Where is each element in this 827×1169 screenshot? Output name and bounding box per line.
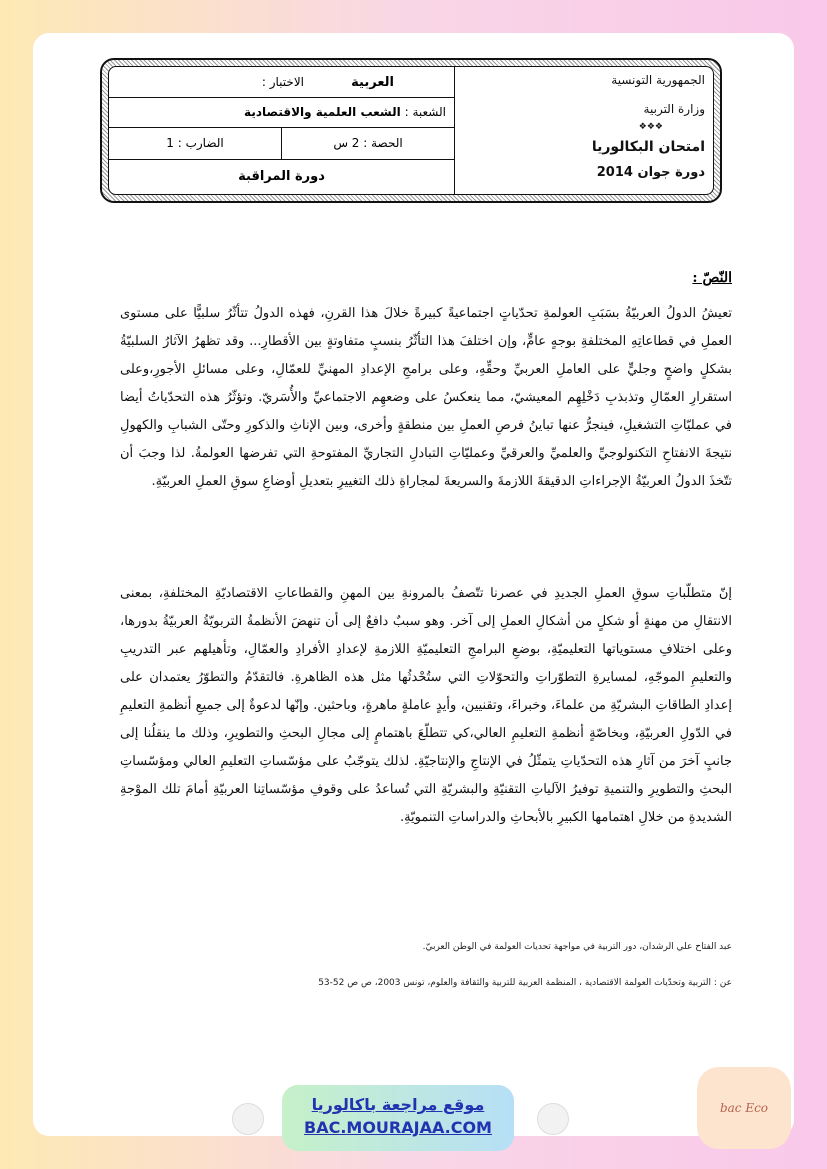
duration: الحصة : 2 س [281, 127, 454, 159]
left-logo-icon [232, 1103, 264, 1135]
ministry: وزارة التربية [643, 102, 705, 116]
source-reference: عن : التربية وتحدّيات العولمة الاقتصادية ، المنظمة العربية للتربية والثقافة والعلوم، تونس 2003، ص ص 52-53 [318, 978, 732, 988]
exam-header [100, 58, 722, 203]
branch-label: الشعبة : [404, 105, 446, 119]
ornament: ❖❖❖ [638, 122, 663, 132]
session-type: دورة المراقبة [238, 169, 325, 184]
header-right [456, 67, 713, 194]
right-logo-icon [537, 1103, 569, 1135]
branch: الشعب العلمية والاقتصادية [244, 105, 401, 119]
subject-label: الاختبار : [261, 75, 304, 89]
paragraph-2: إنّ متطلّباتِ سوقِ العملِ الجديدِ في عصرنا تتّصفُ بالمرونةِ بين المهنِ والقطاعاتِ الاقتصاديّةِ المختلفةِ، بمعنى الانتقالِ من مهنةٍ أو شكلٍ من أشكالِ العملِ إلى آخر. وهو سببٌ دافعٌ إلى أن تنهضَ الأنظمةُ التربويّةُ العربيّةُ بدورها، وعلى اختلافِ مستوياتها التعليميّةِ، بوضعِ البرامجِ التعليميّةِ اللازمةِ لإعدادِ الأفرادِ والعمّالِ، وتأهيلهم عبر التدريبِ والتعليمِ الموجّهِ، لمسايرةِ التطوّراتِ والتحوّلاتِ التي ستُحْدثُها مثل هذه الظاهرةِ. فالتقدّمُ والتطوّرُ يعتمدان على إعدادِ الطاقاتِ البشريّةِ من علماءَ، وخبراءَ، وتقنيين، وأيدٍ عاملةٍ ماهرةٍ، وباحثين. وإنّها لدعوةٌ إلى جميعِ أنظمةِ التعليمِ في الدّولِ العربيّةِ، وبخاصّةٍ أنظمةِ التعليمِ العالي،كي تتطلّعَ باهتمامٍ إلى مجالِ البحثِ والتطويرِ، وذلك ما ينقلُنا إلى جانبٍ آخرَ من آثارِ هذه التحدّياتِ يتمثّلُ في الإنتاجِ والإنتاجيّةِ. لذلك يتوجّبُ على مؤسّساتِ التعليمِ العالي ومؤسّساتِ البحثِ والتطويرِ والتنميةِ توفيرُ الآلياتِ التقنيّةِ والبشريّةِ التي تُساعدُ على وقوفِ مؤسّساتِنا العربيّةِ أمامَ تلك الموْجةِ الشديدةِ من خلالِ اهتمامها الكبيرِ بالأبحاثِ والدراساتِ التنمويّةِ. [120, 586, 732, 825]
source-author: عبد الفتاح علي الرشدان، دور التربية في مواجهة تحديات العولمة في الوطن العربيّ. [422, 942, 732, 952]
header-left-table [109, 67, 455, 194]
subject: العربية [351, 74, 394, 90]
bac-eco-badge: bac Eco [697, 1067, 791, 1149]
paragraph-1: تعيشُ الدولُ العربيّةُ بسَبَبِ العولمةِ تحدّياتٍ اجتماعيةً كبيرةً خلالَ هذا القرنِ، فهذه الدولُ تتأثّرُ سلبيًّا على مستوى العملِ في قطاعاتِهِ المختلفةِ بوجهٍ عامٍّ، وإن اختلفَ هذا التأثّرُ بنسبٍ متفاوتةٍ بين الأقطارِ... وقد تظهرُ الآثارُ السلبيّةُ بشكلٍ واضحٍ وجليٍّ على العاملِ العربيِّ وحقِّهِ، وعلى برامجِ الإعدادِ المهنيِّ للعمّالِ، وعلى مسائلِ الأجورِ،وعلى استقرارِ العمّالِ وتذبذبِ دَخْلِهِم المعيشيّ، مما ينعكسُ على وضعهِم الاجتماعيِّ والأُسَريّ. وتؤثّرُ هذه التحدّياتُ أيضا في عمليّاتِ التشغيلِ، فينجرُّ عنها تباينُ فرصِ العملِ بين منطقةٍ وأخرى، وبين الإناثِ والذكورِ وحتّى الشبابِ والكهولِ نتيجةَ الانفتاحِ التكنولوجيِّ والعلميِّ والعرقيِّ وعمليّاتِ التبادلِ التجاريِّ المفتوحةِ التي تفرضها العولمةُ. لذا وجبَ أن تتّخذَ الدولُ العربيّةُ الإجراءاتِ الدقيقةَ اللازمةَ والسريعةَ لمجاراةِ ذلك التغييرِ بتعديلِ أوضاعِ سوقِ العملِ العربيّةِ. [120, 306, 732, 489]
site-url[interactable]: BAC.MOURAJAA.COM [304, 1118, 492, 1137]
coefficient: الضارب : 1 [166, 136, 224, 150]
republic: الجمهورية التونسية [611, 73, 705, 87]
exam-title: امتحان البكالوريا [591, 139, 705, 155]
text-title: النّصّ : [692, 270, 732, 286]
site-name-arabic[interactable]: موقع مراجعة باكالوريا [311, 1095, 485, 1114]
site-banner[interactable] [282, 1085, 514, 1151]
exam-session: دورة جوان 2014 [596, 165, 705, 180]
